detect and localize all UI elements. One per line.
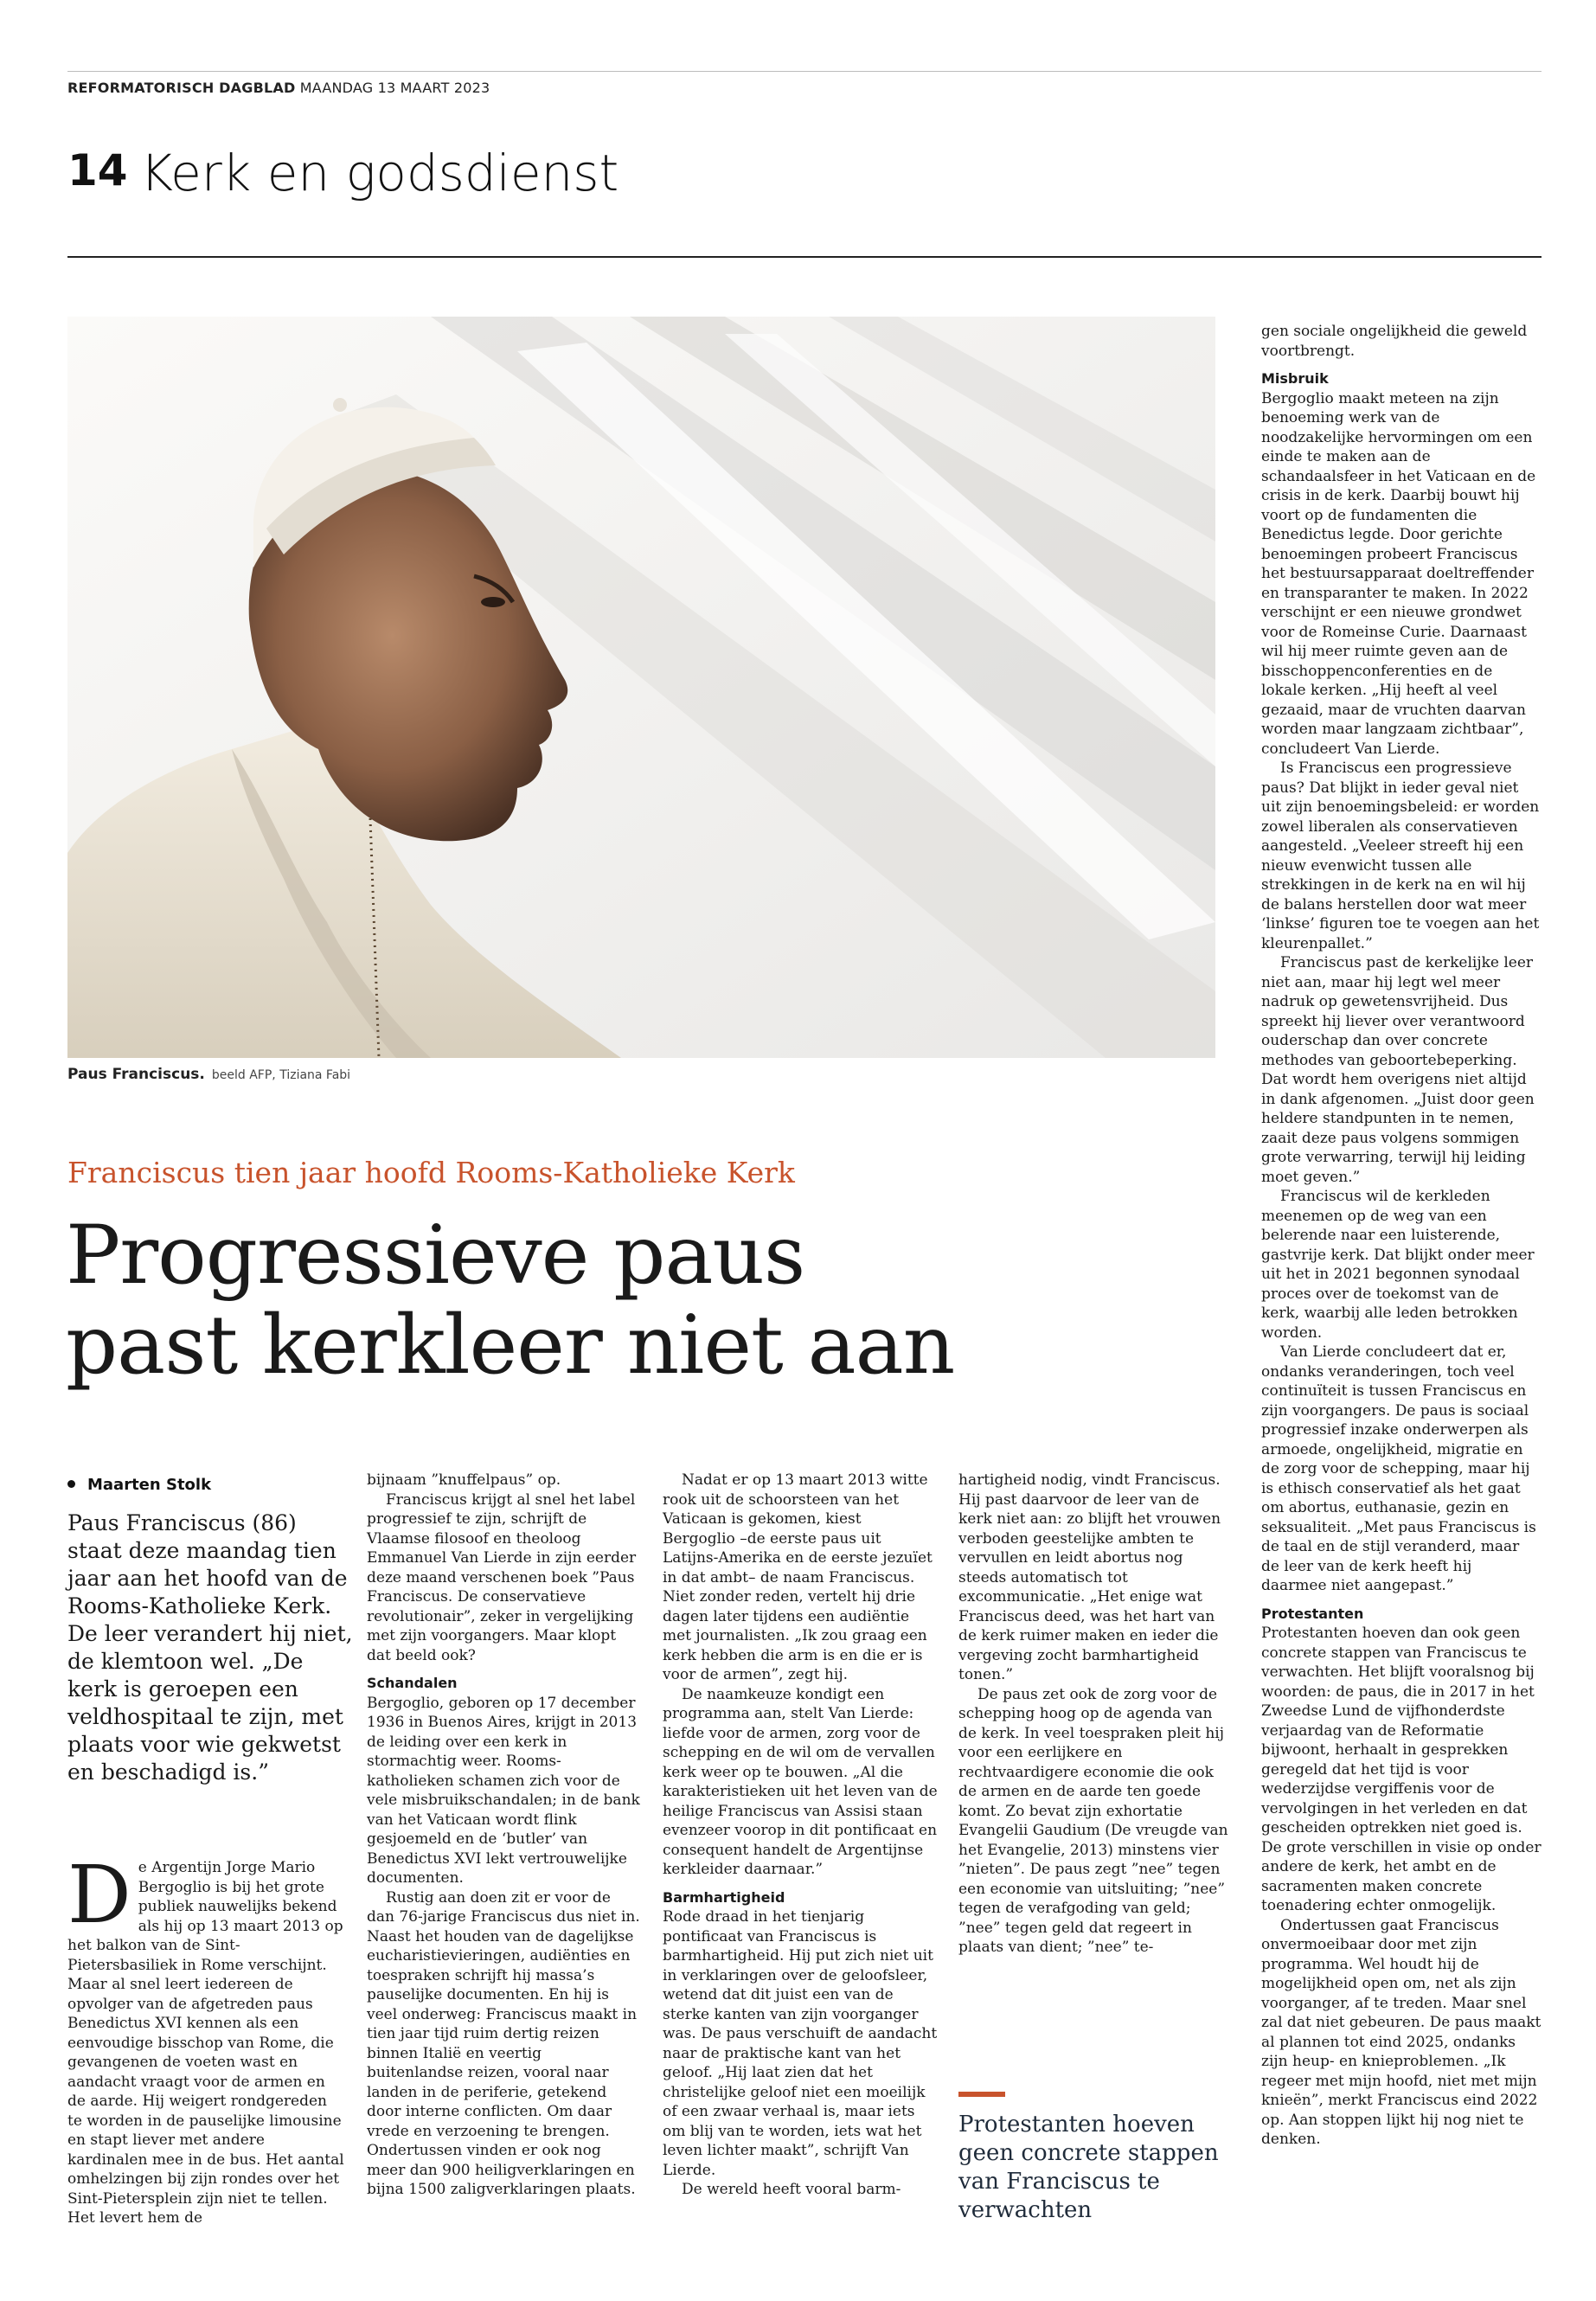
body-paragraph: Ondertussen gaat Franciscus onvermoeibaar door met zijn programma. Wel houdt hij de mogelijkheid open om, net als zijn voorganger, af te treden. Maar snel zal dat niet gebeuren. De paus maakt al plannen tot eind 2025, ondanks zijn heup- en knieproblemen. „Ik regeer met mijn hoofd, niet met mijn knieën”, merkt Franciscus eind 2022 op. Aan stoppen lijkt hij nog niet te denken. xyxy=(1261,1916,1542,2148)
body-paragraph: bijnaam ”knuffelpaus” op. xyxy=(367,1471,561,1489)
caption-text: Paus Franciscus. xyxy=(67,1066,205,1083)
subheading-protestanten: Protestanten xyxy=(1261,1605,1364,1622)
article-column-1 xyxy=(67,1849,346,2228)
body-paragraph: De Argentijn Jorge Mario Bergoglio is bij het grote publiek nauwelijks bekend als hij op 13 maart 2013 op het balkon van de Sint-Pietersbasiliek in Rome verschijnt. Maar al snel leert iedereen de opvolger van de afgetreden paus Benedictus XVI kennen als een eenvoudige bisschop van Rome, die gevangenen de voeten wast en aandacht vraagt voor de armen en de aarde. Hij weigert rondgereden te worden in de pauselijke limousine en stapt liever met andere kardinalen mee in de bus. Het aantal omhelzingen bij zijn rondes over het Sint-Pietersplein zijn niet te tellen. Het levert hem de xyxy=(67,1849,344,2227)
subheading-barmhartigheid: Barmhartigheid xyxy=(663,1888,785,1906)
photo-credit: beeld AFP, Tiziana Fabi xyxy=(211,1068,351,1082)
pope-photo-illustration xyxy=(67,317,1215,1058)
body-paragraph: Nadat er op 13 maart 2013 witte rook uit de schoorsteen van het Vaticaan is gekomen, kiest Bergoglio –de eerste paus uit Latijns-Amerika en de eerste jezuïet in dat ambt– de naam Franciscus. Niet zonder reden, vertelt hij drie dagen later tijdens een audiëntie met journalisten. „Ik zou graag een kerk hebben die arm is en die er is voor de armen”, zegt hij. xyxy=(663,1471,933,1683)
article-column-2 xyxy=(367,1471,642,2200)
subheading-schandalen: Schandalen xyxy=(367,1675,458,1691)
headline-line-2: past kerkleer niet aan xyxy=(66,1298,955,1393)
paper-name: REFORMATORISCH DAGBLAD xyxy=(67,80,296,96)
top-rule xyxy=(67,71,1542,72)
pope-photo xyxy=(67,317,1215,1058)
page-number: 14 xyxy=(67,145,128,195)
photo-caption xyxy=(67,1066,350,1083)
bullet-icon xyxy=(67,1480,75,1488)
article-column-5 xyxy=(1261,322,1542,2150)
article-column-4 xyxy=(958,1471,1234,1958)
section-title: Kerk en godsdienst xyxy=(140,144,619,202)
byline xyxy=(67,1476,211,1494)
section-rule xyxy=(67,256,1542,258)
body-paragraph: Rustig aan doen zit er voor de dan 76-jarige Franciscus dus niet in. Naast het houden van de dagelijkse eucharistievieringen, audiënties en toespraken schrijft hij massa’s pauselijke documenten. En hij is veel onderweg: Franciscus maakt in tien jaar tijd ruim dertig reizen binnen Italië en veertig buitenlandse reizen, vooral naar landen in de periferie, getekend door interne conflicten. Om daar vrede en verzoening te brengen. Ondertussen vinden er ook nog meer dan 900 heiligverklaringen en bijna 1500 zaligverklaringen plaats. xyxy=(367,1888,640,2198)
body-paragraph: Is Franciscus een progressieve paus? Dat blijkt in ieder geval niet uit zijn benoemingsbeleid: er worden zowel liberalen als conservatieven aangesteld. „Veeleer streeft hij een nieuw evenwicht tussen alle strekkingen in de kerk na en wil hij de balans herstellen door wat meer ‘linkse’ figuren toe te voegen aan het kleurenpallet.” xyxy=(1261,760,1540,952)
article-headline xyxy=(66,1208,1190,1393)
body-paragraph: De paus zet ook de zorg voor de schepping hoog op de agenda van de kerk. In veel toespraken pleit hij voor een eerlijkere en rechtvaardigere economie die ook de armen en de aarde ten goede komt. Zo bevat zijn exhortatie Evangelii Gaudium (De vreugde van het Evangelie, 2013) minstens vier ”nieten”. De paus zegt ”nee” tegen een economie van uitsluiting; ”nee” tegen de verafgoding van geld; ”nee” tegen geld dat regeert in plaats van dient; ”nee” te- xyxy=(958,1685,1228,1956)
body-paragraph: gen sociale ongelijkheid die geweld voortbrengt. xyxy=(1261,323,1528,360)
article-kicker: Franciscus tien jaar hoofd Rooms-Katholieke Kerk xyxy=(67,1156,795,1189)
body-paragraph: Bergoglio, geboren op 17 december 1936 in Buenos Aires, krijgt in 2013 de leiding over een kerk in stormachtig weer. Rooms-katholieken schamen zich voor de vele misbruikschandalen; in de bank van het Vaticaan wordt flink gesjoemeld en de ‘butler’ van Benedictus XVI lekt vertrouwelijke documenten. xyxy=(367,1694,640,1887)
author-name: Maarten Stolk xyxy=(87,1476,212,1494)
body-paragraph: Van Lierde concludeert dat er, ondanks veranderingen, toch veel continuïteit is tussen Franciscus en zijn voorgangers. De paus is sociaal progressief inzake onderwerpen als armoede, ongelijkheid, migratie en de zorg voor de schepping, maar hij is ethisch conservatief als het gaat om abortus, euthanasie, gezin en seksualiteit. „Met paus Franciscus is de taal en de stijl veranderd, maar de leer van de kerk heeft hij daarmee niet aangepast.” xyxy=(1261,1343,1536,1594)
issue-date: MAANDAG 13 MAART 2023 xyxy=(299,80,490,96)
body-paragraph: Bergoglio maakt meteen na zijn benoeming werk van de noodzakelijke hervormingen om een einde te maken aan de schandaalsfeer in het Vaticaan en de crisis in de kerk. Daarbij bouwt hij voort op de fundamenten die Benedictus legde. Door gerichte benoemingen probeert Franciscus het bestuursapparaat doeltreffender en transparanter te maken. In 2022 verschijnt er een nieuwe grondwet voor de Romeinse Curie. Daarnaast wil hij meer ruimte geven aan de bisschoppenconferenties en de lokale kerken. „Hij heeft al veel gezaaid, maar de vruchten daarvan worden maar langzaam zichtbaar”, concludeert Van Lierde. xyxy=(1261,389,1536,758)
pullquote-accent-bar xyxy=(958,2092,1005,2097)
body-paragraph: Franciscus past de kerkelijke leer niet aan, maar hij legt wel meer nadruk op gewetensvrijheid. Dus spreekt hij liever over verantwoord ouderschap dan over concrete methodes van geboortebeperking. Dat wordt hem overigens niet altijd in dank afgenomen. „Juist door geen heldere standpunten in te nemen, zaait deze paus volgens sommigen grote verwarring, terwijl hij leiding moet geven.” xyxy=(1261,954,1535,1186)
body-paragraph: De wereld heeft vooral barm- xyxy=(682,2181,901,2198)
body-paragraph: Franciscus krijgt al snel het label progressief te zijn, schrijft de Vlaamse filosoof en theoloog Emmanuel Van Lierde in zijn eerder deze maand verschenen boek ”Paus Franciscus. De conservatieve revolutionair”, zeker in vergelijking met zijn voorgangers. Maar klopt dat beeld ook? xyxy=(367,1490,637,1664)
body-paragraph: Franciscus wil de kerkleden meenemen op de weg van een belerende naar een luisterende, gastvrije kerk. Dat blijkt onder meer uit het in 2021 begonnen synodaal proces over de toekomst van de kerk, waarbij alle leden betrokken worden. xyxy=(1261,1188,1535,1342)
body-paragraph: Rode draad in het tienjarig pontificaat van Franciscus is barmhartigheid. Hij put zich niet uit in verklaringen over de geloofsleer, wetend dat dit juist een van de sterke kanten van zijn voorganger was. De paus verschuift de aandacht naar de praktische kant van het geloof. „Hij laat zien dat het christelijke geloof niet een moeilijk of een zwaar verhaal is, maar iets om blij van te worden, iets wat het leven lichter maakt”, schrijft Van Lierde. xyxy=(663,1908,938,2179)
article-lead: Paus Franciscus (86) staat deze maandag tien jaar aan het hoofd van de Rooms-Katholieke Kerk. De leer verandert hij niet, de klemtoon wel. „De kerk is geroepen een veldhospitaal te zijn, met plaats voor wie gekwetst en beschadigd is.” xyxy=(67,1510,353,1785)
body-paragraph: De naamkeuze kondigt een programma aan, stelt Van Lierde: liefde voor de armen, zorg voor de schepping en de wil om de vervallen kerk weer op te bouwen. „Al die karakteristieken uit het leven van de heilige Franciscus van Assisi staan evenzeer voorop in dit pontificaat en consequent handelt de Argentijnse kerkleider daarnaar.” xyxy=(663,1685,938,1878)
body-paragraph: Protestanten hoeven dan ook geen concrete stappen van Franciscus te verwachten. Het blijft vooralsnog bij woorden: de paus, die in 2017 in het Zweedse Lund de vijfhonderdste verjaardag van de Reformatie bijwoont, herhaalt in gesprekken geregeld dat het tijd is voor wederzijdse vergiffenis voor de vervolgingen in het verleden en dat gescheiden optrekken niet goed is. De grote verschillen in visie op onder andere de kerk, het ambt en de sacramenten maken concrete toenadering echter onmogelijk. xyxy=(1261,1625,1542,1914)
article-column-3 xyxy=(663,1471,938,2200)
headline-line-1: Progressieve paus xyxy=(66,1208,805,1303)
drop-cap: D xyxy=(67,1849,131,1941)
masthead xyxy=(67,80,490,96)
body-paragraph: hartigheid nodig, vindt Franciscus. Hij past daarvoor de leer van de kerk niet aan: zo blijft het vrouwen verboden geestelijke ambten te vervullen en leidt abortus nog steeds automatisch tot excommunicatie. „Het enige wat Franciscus deed, was het hart van de kerk ruimer maken en ieder die vergeving zocht barmhartigheid tonen.” xyxy=(958,1471,1221,1683)
pullquote: Protestanten hoeven geen concrete stappen van Franciscus te verwachten xyxy=(958,2112,1219,2223)
subheading-misbruik: Misbruik xyxy=(1261,370,1329,387)
